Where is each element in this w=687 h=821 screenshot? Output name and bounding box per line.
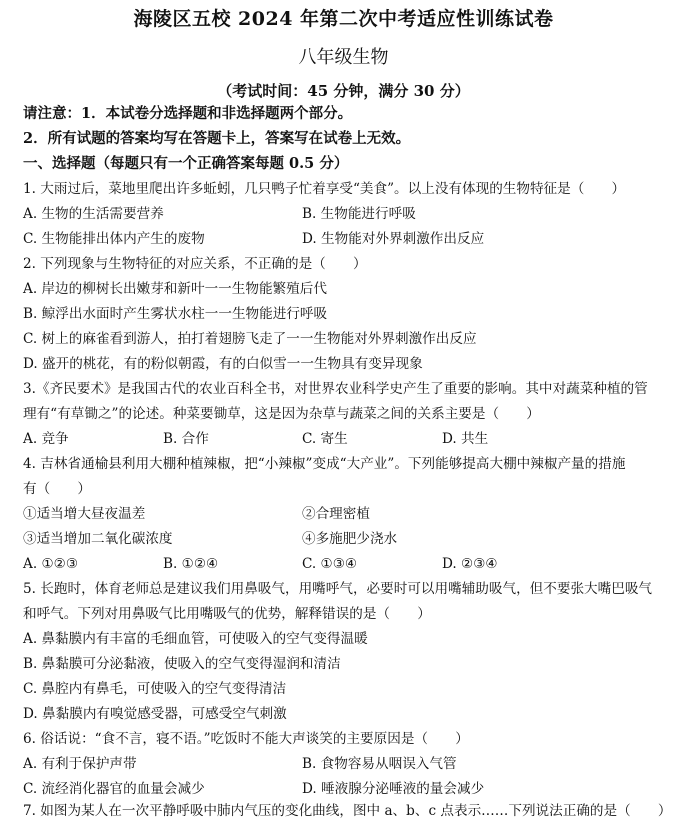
q4-option-a: A. ①②③ xyxy=(23,556,79,572)
section-heading: 一、选择题（每题只有一个正确答案每题 0.5 分） xyxy=(23,155,349,172)
q2-option-d: D. 盛开的桃花，有的粉似朝霞，有的白似雪一一生物具有变异现象 xyxy=(23,356,423,372)
subject-title: 八年级生物 xyxy=(298,47,389,68)
q3-option-c: C. 寄生 xyxy=(302,431,348,447)
q4-option-c: C. ①③④ xyxy=(302,556,358,572)
q2-option-a: A. 岸边的柳树长出嫩芽和新叶一一生物能繁殖后代 xyxy=(23,281,327,297)
question-3-stem-line-1: 3.《齐民要术》是我国古代的农业百科全书，对世界农业科学史产生了重要的影响。其中对蔬菜种植的管 xyxy=(23,381,648,397)
question-1-stem: 1. 大雨过后，菜地里爬出许多蚯蚓，几只鸭子忙着享受“美食”。以上没有体现的生物特征是（ ） xyxy=(23,181,626,197)
q2-option-b: B. 鲸浮出水面时产生雾状水柱一一生物能进行呼吸 xyxy=(23,306,328,322)
q4-item-4: ④多施肥少浇水 xyxy=(302,531,398,547)
notice-line-1: 请注意：1．本试卷分选择题和非选择题两个部分。 xyxy=(23,105,353,122)
q5-option-a: A. 鼻黏膜内有丰富的毛细血管，可使吸入的空气变得温暖 xyxy=(23,631,368,647)
q5-option-d: D. 鼻黏膜内有嗅觉感受器，可感受空气刺激 xyxy=(23,706,287,722)
question-3-stem-line-2: 理有“有草锄之”的论述。种菜要锄草，这是因为杂草与蔬菜之间的关系主要是（ ） xyxy=(23,406,540,422)
q3-option-d: D. 共生 xyxy=(442,431,489,447)
question-5-stem-line-1: 5. 长跑时，体育老师总是建议我们用鼻吸气，用嘴呼气，必要时可以用嘴辅助吸气，但不要张大嘴巴吸气 xyxy=(23,581,653,597)
q4-item-3: ③适当增加二氧化碳浓度 xyxy=(23,531,173,547)
exam-title: 海陵区五校 2024 年第二次中考适应性训练试卷 xyxy=(133,8,554,30)
question-2-stem: 2. 下列现象与生物特征的对应关系，不正确的是（ ） xyxy=(23,256,367,272)
question-4-stem-line-2: 有（ ） xyxy=(23,481,91,497)
q1-option-d: D. 生物能对外界刺激作出反应 xyxy=(302,231,485,247)
q5-option-b: B. 鼻黏膜可分泌黏液，使吸入的空气变得湿润和清洁 xyxy=(23,656,341,672)
question-5-stem-line-2: 和呼气。下列对用鼻吸气比用嘴吸气的优势，解释错误的是（ ） xyxy=(23,606,431,622)
notice-line-2: 2．所有试题的答案均写在答题卡上，答案写在试卷上无效。 xyxy=(23,130,411,147)
q3-option-a: A. 竞争 xyxy=(23,431,69,447)
q6-option-c: C. 流经消化器官的血量会减少 xyxy=(23,781,205,797)
q2-option-c: C. 树上的麻雀看到游人，拍打着翅膀飞走了一一生物能对外界刺激作出反应 xyxy=(23,331,477,347)
exam-info: （考试时间：45 分钟，满分 30 分） xyxy=(217,82,470,100)
question-6-stem: 6. 俗话说：“食不言，寝不语。”吃饭时不能大声谈笑的主要原因是（ ） xyxy=(23,731,469,747)
q3-option-b: B. 合作 xyxy=(163,431,209,447)
q6-option-d: D. 唾液腺分泌唾液的量会减少 xyxy=(302,781,485,797)
q1-option-a: A. 生物的生活需要营养 xyxy=(23,206,164,222)
q4-option-d: D. ②③④ xyxy=(442,556,498,572)
q1-option-b: B. 生物能进行呼吸 xyxy=(302,206,416,222)
q6-option-b: B. 食物容易从咽误入气管 xyxy=(302,756,457,772)
q4-item-1: ①适当增大昼夜温差 xyxy=(23,506,146,522)
question-7-stem-cutoff: 7. 如图为某人在一次平静呼吸中肺内气压的变化曲线，图中 a、b、c 点表示……下列说法正确的是（ ） xyxy=(23,803,672,819)
q5-option-c: C. 鼻腔内有鼻毛，可使吸入的空气变得清洁 xyxy=(23,681,287,697)
q6-option-a: A. 有利于保护声带 xyxy=(23,756,137,772)
q1-option-c: C. 生物能排出体内产生的废物 xyxy=(23,231,205,247)
question-4-stem-line-1: 4. 吉林省通榆县利用大棚种植辣椒，把“小辣椒”变成“大产业”。下列能够提高大棚中辣椒产量的措施 xyxy=(23,456,626,472)
q4-option-b: B. ①②④ xyxy=(163,556,219,572)
q4-item-2: ②合理密植 xyxy=(302,506,370,522)
